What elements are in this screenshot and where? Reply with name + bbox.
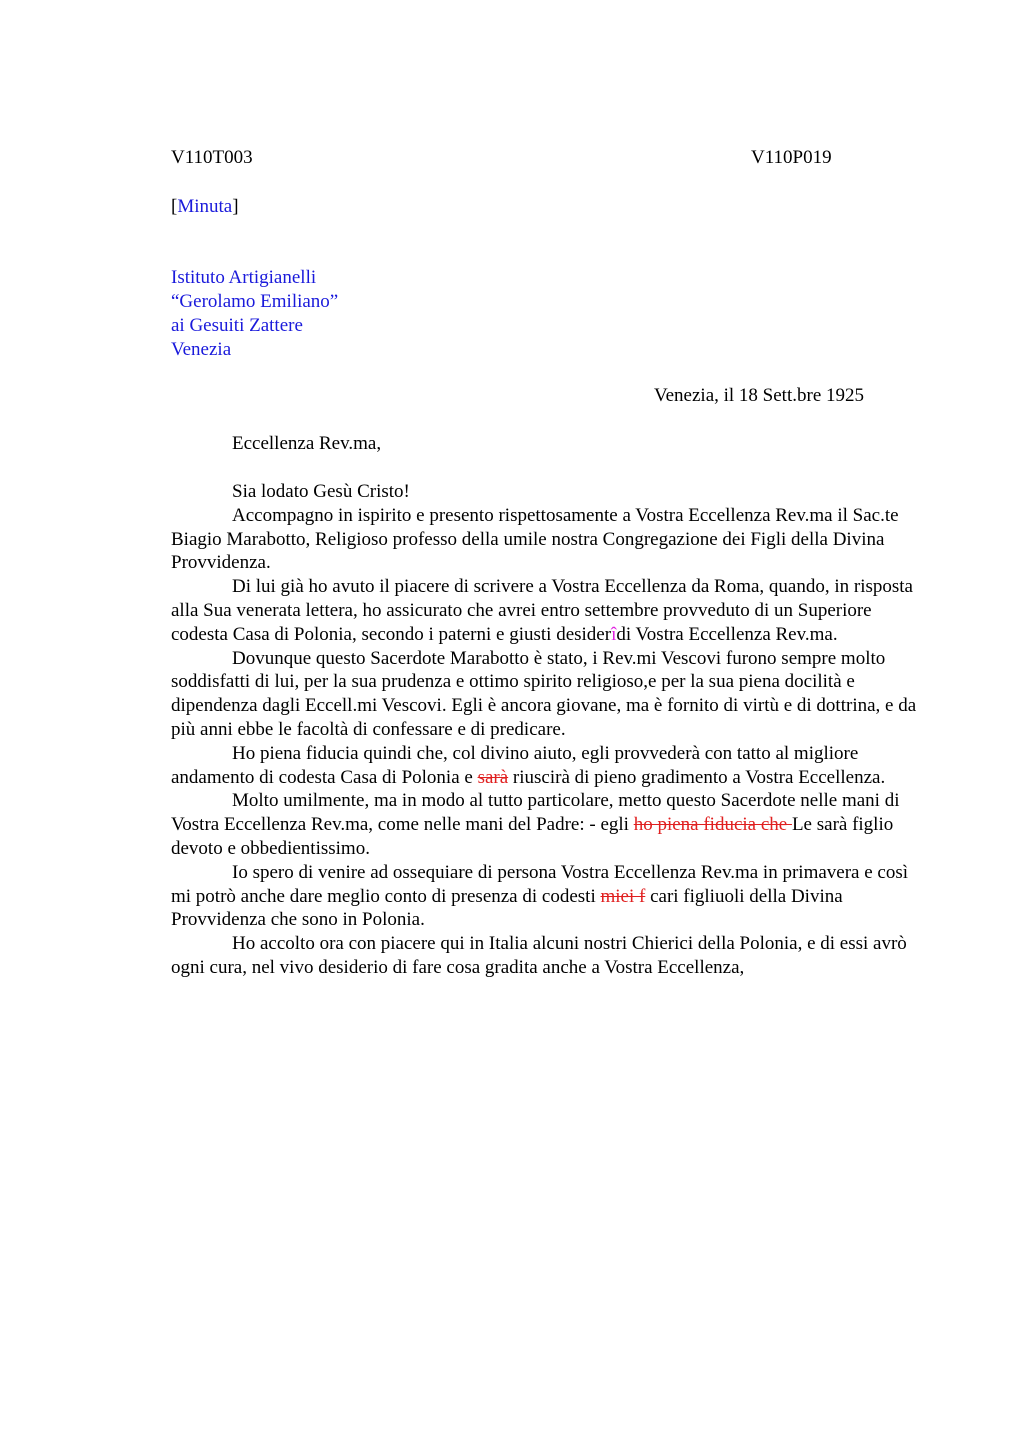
letterhead-line: ai Gesuiti Zattere — [171, 315, 303, 336]
minuta-label-line — [171, 195, 239, 219]
deleted-text: miei f — [600, 885, 646, 907]
paragraph-4: Dovunque questo Sacerdote Marabotto è stato, i Rev.mi Vescovi furono sempre molto soddisfatti di lui, per la sua prudenza e ottimo spirito religioso,e per la sua piena docilità e dipendenza dagli Eccell.mi Vescovi. Egli è ancora giovane, ma è fornito di virtù e di dottrina, e da più anni ebbe le facoltà di confessare e di predicare. — [171, 647, 917, 740]
deleted-text: ho piena fiducia che — [633, 814, 792, 836]
paragraph-6-text-b: Le sarà figlio devoto e obbedientissimo. — [171, 814, 894, 859]
paragraph-1: Sia lodato Gesù Cristo! — [232, 481, 410, 502]
paragraph-3 — [171, 575, 927, 646]
paragraph-2: Accompagno in ispirito e presento rispettosamente a Vostra Eccellenza Rev.ma il Sac.te Biagio Marabotto, Religioso professo della umile nostra Congregazione dei Figli della Divina Provvidenza. — [171, 504, 899, 574]
document-code-left: V110T003 — [171, 147, 253, 168]
letterhead-line: Venezia — [171, 339, 232, 360]
paragraph-6 — [171, 789, 927, 860]
salutation: Eccellenza Rev.ma, — [232, 433, 382, 454]
minuta-label: Minuta — [177, 196, 233, 217]
paragraph-8: Ho accolto ora con piacere qui in Italia alcuni nostri Chierici della Polonia, e di essi avrò ogni cura, nel vivo desiderio di fare cosa gradita anche a Vostra Eccellenza, — [171, 933, 907, 978]
insertion-mark: î — [611, 623, 617, 645]
paragraph-7-text-b: cari figliuoli della Divina Provvidenza che sono in Polonia. — [171, 885, 843, 931]
bracket-close: ] — [232, 196, 239, 217]
paragraph-3-text-a: Di lui già ho avuto il piacere di scrivere a Vostra Eccellenza da Roma, quando, in risposta alla Sua venerata lettera, ho assicurato che avrei entro settembre provveduto di un Superiore codesta Casa di Polonia, secondo i paterni e giusti desider — [171, 576, 913, 645]
document-code-right: V110P019 — [751, 147, 832, 168]
letterhead-line: Istituto Artigianelli — [171, 267, 317, 288]
date-line: Venezia, il 18 Sett.bre 1925 — [654, 385, 865, 406]
bracket-open: [ — [171, 196, 178, 217]
letterhead — [171, 266, 338, 362]
paragraph-3-text-b: di Vostra Eccellenza Rev.ma. — [616, 623, 838, 645]
paragraph-6-text-a: Molto umilmente, ma in modo al tutto particolare, metto questo Sacerdote nelle mani di Vostra Eccellenza Rev.ma, come nelle mani del Padre: - egli — [171, 790, 900, 836]
paragraph-7-text-a: Io spero di venire ad ossequiare di persona Vostra Eccellenza Rev.ma in primavera e così mi potrò anche dare meglio conto di presenza di codesti — [171, 861, 909, 907]
paragraph-5 — [171, 742, 927, 790]
paragraph-5-text-b: riuscirà di pieno gradimento a Vostra Eccellenza. — [508, 766, 886, 788]
paragraph-5-text-a: Ho piena fiducia quindi che, col divino aiuto, egli provvederà con tatto al migliore andamento di codesta Casa di Polonia e — [171, 742, 859, 788]
deleted-text: sarà — [477, 766, 509, 788]
letterhead-line: “Gerolamo Emiliano” — [171, 291, 339, 312]
paragraph-7 — [171, 861, 927, 932]
letter-body — [171, 480, 927, 980]
